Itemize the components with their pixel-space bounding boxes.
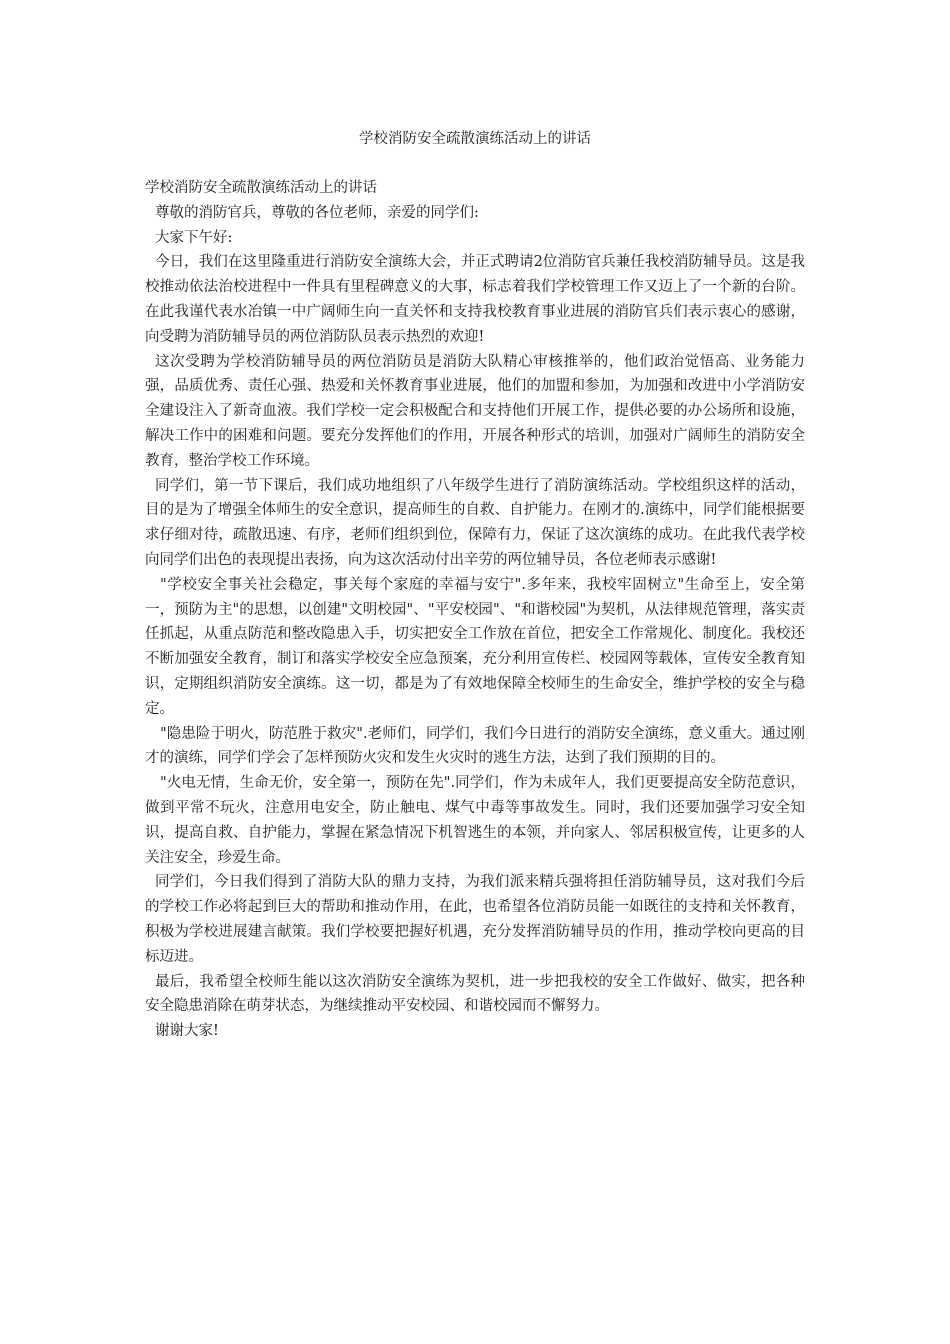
closing-paragraph: 谢谢大家! xyxy=(155,1023,219,1040)
greeting-paragraph: 大家下午好: xyxy=(155,229,233,246)
document-body xyxy=(145,176,805,1044)
body-paragraph: 同学们，今日我们得到了消防大队的鼎力支持，为我们派来精兵强将担任消防辅导员，这对我们今后的学校工作必将起到巨大的帮助和推动作用，在此，也希望各位消防员能一如既往的支持和关怀教育，积极为学校进展建言献策。我们学校要把握好机遇，充分发挥消防辅导员的作用，推动学校向更高的目标迈进。 xyxy=(145,874,805,965)
body-paragraph: "火电无情，生命无价，安全第一，预防在先".同学们，作为未成年人，我们更要提高安全防范意识，做到平常不玩火，注意用电安全，防止触电、煤气中毒等事故发生。同时，我们还要加强学习安全知识，提高自救、自护能力，掌握在紧急情况下机智逃生的本领，并向家人、邻居积极宣传，让更多的人关注安全，珍爱生命。 xyxy=(145,775,805,866)
body-paragraph: 同学们，第一节下课后，我们成功地组织了八年级学生进行了消防演练活动。学校组织这样的活动，目的是为了增强全体师生的安全意识，提高师生的自救、自护能力。在刚才的.演练中，同学们能根据要求仔细对待，疏散迅速、有序，老师们组织到位，保障有力，保证了这次演练的成功。在此我代表学校向同学们出色的表现提出表扬，向为这次活动付出辛劳的两位辅导员，各位老师表示感谢! xyxy=(145,477,805,568)
body-paragraph: 今日，我们在这里隆重进行消防安全演练大会，并正式聘请2位消防官兵兼任我校消防辅导员。这是我校推动依法治校进程中一件具有里程碑意义的大事，标志着我们学校管理工作又迈上了一个新的台阶。在此我谨代表水冶镇一中广阔师生向一直关怀和支持我校教育事业进展的消防官兵们表示衷心的感谢，向受聘为消防辅导员的两位消防队员表示热烈的欢迎! xyxy=(145,254,805,345)
body-paragraph: 最后，我希望全校师生能以这次消防安全演练为契机，进一步把我校的安全工作做好、做实，把各种安全隐患消除在萌芽状态，为继续推动平安校园、和谐校园而不懈努力。 xyxy=(145,973,805,1015)
document-subtitle: 学校消防安全疏散演练活动上的讲话 xyxy=(145,180,377,196)
body-paragraph: 这次受聘为学校消防辅导员的两位消防员是消防大队精心审核推举的，他们政治觉悟高、业务能力强，品质优秀、责任心强、热爱和关怀教育事业进展，他们的加盟和参加，为加强和改进中小学消防安全建设注入了新奇血液。我们学校一定会积极配合和支持他们开展工作，提供必要的办公场所和设施，解决工作中的困难和问题。要充分发挥他们的作用，开展各种形式的培训，加强对广阔师生的消防安全教育，整治学校工作环境。 xyxy=(145,353,805,469)
document-title: 学校消防安全疏散演练活动上的讲话 xyxy=(359,131,591,147)
greeting-paragraph: 尊敬的消防官兵，尊敬的各位老师，亲爱的同学们: xyxy=(155,204,479,221)
body-paragraph: "学校安全事关社会稳定，事关每个家庭的幸福与安宁".多年来，我校牢固树立"生命至上，安全第一，预防为主"的思想，以创建"文明校园"、"平安校园"、"和谐校园"为契机，从法律规范管理，落实责任抓起，从重点防范和整改隐患入手，切实把安全工作放在首位，把安全工作常规化、制度化。我校还不断加强安全教育，制订和落实学校安全应急预案，充分利用宣传栏、校园网等载体，宣传安全教育知识，定期组织消防安全演练。这一切，都是为了有效地保障全校师生的生命安全，维护学校的安全与稳定。 xyxy=(145,576,805,717)
body-paragraph: "隐患险于明火，防范胜于救灾".老师们，同学们，我们今日进行的消防安全演练，意义重大。通过刚才的演练，同学们学会了怎样预防火灾和发生火灾时的逃生方法，达到了我们预期的目的。 xyxy=(145,725,805,767)
